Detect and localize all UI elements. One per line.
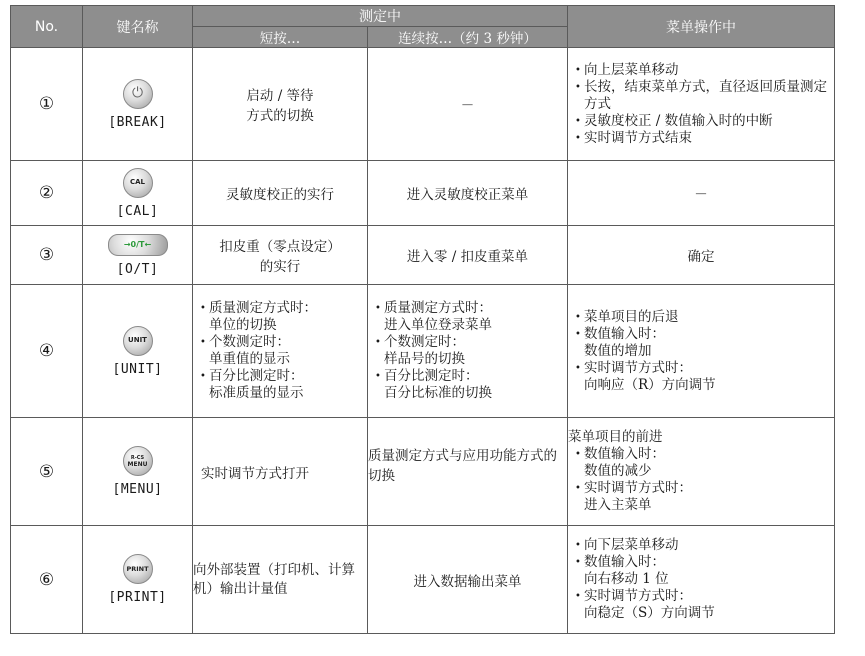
key-name: [UNIT] — [112, 361, 163, 377]
short-press-cell — [193, 285, 368, 418]
list-item: • 灵敏度校正 / 数值输入时的中断 — [576, 113, 834, 130]
list-item: • 质量测定方式时： 单位的切换 — [201, 300, 367, 334]
table-row — [11, 48, 835, 161]
key-cell — [83, 285, 193, 418]
row-number: ⑥ — [11, 526, 83, 634]
unit-key-icon: UNIT — [123, 326, 153, 356]
header-menu-operation: 菜单操作中 — [568, 6, 835, 48]
menu-operation-cell — [568, 48, 835, 161]
long-press-cell: 进入灵敏度校正菜单 — [368, 161, 568, 226]
menu-operation-cell: 确定 — [568, 226, 835, 285]
short-press-text: 的实行 — [259, 259, 301, 275]
list-item: • 百分比测定时： 标准质量的显示 — [201, 368, 367, 402]
table-row — [11, 418, 835, 526]
list-item: • 质量测定方式时： 进入单位登录菜单 — [376, 300, 567, 334]
short-press-text: 扣皮重（零点设定） — [219, 239, 341, 255]
menu-operation-cell — [568, 526, 835, 634]
list-item: • 数值输入时： 向右移动 1 位 — [576, 554, 834, 588]
key-name: [BREAK] — [108, 114, 167, 130]
key-name: [CAL] — [116, 203, 159, 219]
print-key-icon: PRINT — [123, 554, 153, 584]
long-press-cell: 进入数据输出菜单 — [368, 526, 568, 634]
header-key-name: 键名称 — [83, 6, 193, 48]
key-cell — [83, 526, 193, 634]
table-row — [11, 285, 835, 418]
list-item: • 个数测定时： 样品号的切换 — [376, 334, 567, 368]
header-measuring: 测定中 — [193, 6, 568, 27]
key-name: [MENU] — [112, 482, 163, 497]
key-cell — [83, 48, 193, 161]
row-number: ④ — [11, 285, 83, 418]
short-press-text: 方式的切换 — [246, 108, 314, 124]
header-long-press: 连续按…（约 3 秒钟） — [368, 27, 568, 48]
key-cell — [83, 226, 193, 285]
table-row — [11, 526, 835, 634]
table-row — [11, 226, 835, 285]
list-item: • 百分比测定时： 百分比标准的切换 — [376, 368, 567, 402]
zero-tare-key-icon: →0/T← — [108, 234, 168, 256]
long-press-cell: 进入零 / 扣皮重菜单 — [368, 226, 568, 285]
menu-key-icon: R-CS MENU — [123, 446, 153, 476]
key-name: [PRINT] — [108, 590, 167, 605]
short-press-cell — [193, 226, 368, 285]
key-cell — [83, 418, 193, 526]
list-item: • 向下层菜单移动 — [576, 537, 834, 554]
key-name: [O/T] — [116, 261, 159, 277]
row-number: ③ — [11, 226, 83, 285]
menu-operation-cell — [568, 418, 835, 526]
menu-operation-cell: － — [568, 161, 835, 226]
power-icon: ⏻ — [123, 79, 153, 109]
list-item: • 长按，结束菜单方式，直径返回质量测定方式 — [576, 79, 834, 113]
long-press-cell: 质量测定方式与应用功能方式的切换 — [368, 418, 568, 526]
key-cell — [83, 161, 193, 226]
list-item: • 个数测定时： 单重值的显示 — [201, 334, 367, 368]
header-no: No. — [11, 6, 83, 48]
list-item: • 实时调节方式结束 — [576, 130, 834, 147]
short-press-text: 启动 / 等待 — [246, 88, 314, 104]
row-number: ② — [11, 161, 83, 226]
list-item: • 数值输入时： 数值的增加 — [576, 326, 834, 360]
header-short-press: 短按… — [193, 27, 368, 48]
key-function-table — [10, 5, 835, 634]
long-press-cell: － — [368, 48, 568, 161]
short-press-cell — [193, 48, 368, 161]
row-number: ① — [11, 48, 83, 161]
short-press-cell: 灵敏度校正的实行 — [193, 161, 368, 226]
menu-heading: 菜单项目的前进 — [568, 429, 663, 445]
list-item: • 实时调节方式时： 进入主菜单 — [576, 480, 834, 514]
list-item: • 实时调节方式时： 向稳定（S）方向调节 — [576, 588, 834, 622]
list-item: • 实时调节方式时： 向响应（R）方向调节 — [576, 360, 834, 394]
list-item: • 向上层菜单移动 — [576, 62, 834, 79]
menu-operation-cell — [568, 285, 835, 418]
table-row — [11, 161, 835, 226]
long-press-cell — [368, 285, 568, 418]
list-item: • 数值输入时： 数值的减少 — [576, 446, 834, 480]
row-number: ⑤ — [11, 418, 83, 526]
short-press-cell: 实时调节方式打开 — [193, 418, 368, 526]
short-press-cell: 向外部装置（打印机、计算机）输出计量值 — [193, 526, 368, 634]
cal-key-icon: CAL — [123, 168, 153, 198]
list-item: • 菜单项目的后退 — [576, 309, 834, 326]
